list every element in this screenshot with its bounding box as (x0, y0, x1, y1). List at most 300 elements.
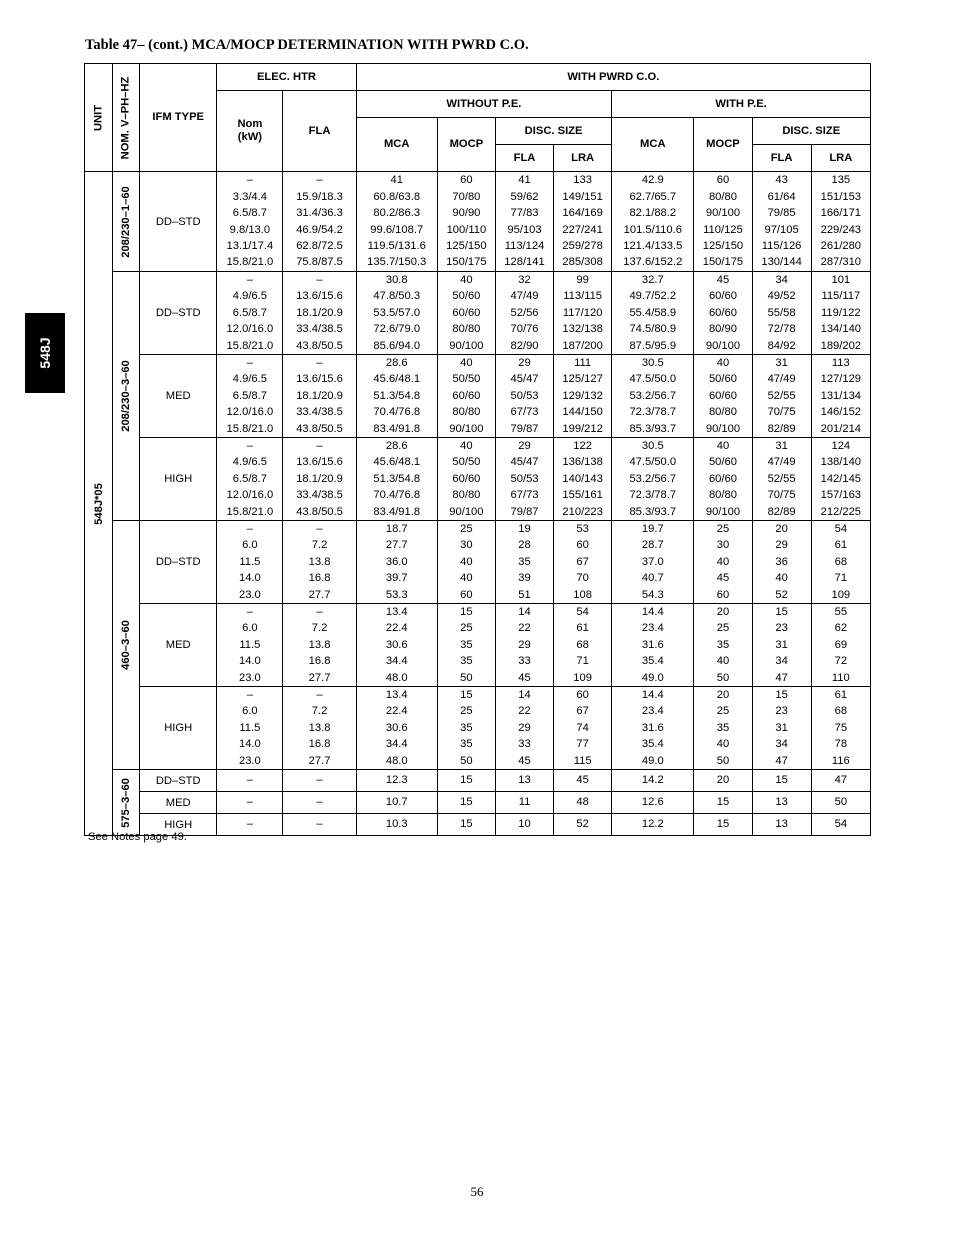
cell-value: – (246, 689, 253, 702)
cell-value: 80/80 (452, 489, 481, 502)
cell-value: 22 (518, 622, 531, 635)
disc-lra-header: LRA (554, 145, 612, 172)
mocp-with-pe-cell (694, 272, 752, 355)
cell-value: 210/223 (562, 505, 603, 518)
cell-value: 127/129 (820, 373, 862, 386)
htr-fla-cell (283, 604, 356, 687)
cell-value: – (246, 606, 253, 619)
cell-value: 12.0/16.0 (226, 323, 274, 336)
cell-value: 25 (460, 705, 473, 718)
cell-value: 55.4/58.9 (629, 306, 677, 319)
mca-with-pe-cell (612, 770, 694, 792)
mca-with-pe-cell (612, 521, 694, 604)
disc-lra-without-pe-cell (554, 792, 612, 814)
cell-value: 53.3 (385, 588, 408, 601)
cell-value: 61 (576, 622, 589, 635)
cell-value: 14.4 (641, 689, 664, 702)
cell-value: 60/60 (708, 306, 737, 319)
disc-lra-without-pe-cell (554, 814, 612, 836)
cell-value: 60 (460, 588, 473, 601)
cell-value: 33.4/38.5 (296, 489, 343, 502)
cell-value: 62.7/65.7 (629, 190, 677, 203)
cell-value: 15 (775, 606, 788, 619)
cell-value: 4.9/6.5 (232, 456, 267, 469)
cell-value: 131/134 (820, 389, 862, 402)
table-row (85, 272, 871, 355)
cell-value: 80/80 (452, 323, 481, 336)
nom-kw-header: Nom (kW) (217, 91, 283, 172)
cell-value: 285/308 (562, 256, 603, 269)
cell-value: 6.5/8.7 (232, 389, 267, 402)
cell-value: 18.1/20.9 (296, 306, 343, 319)
mocp-without-pe-cell (437, 792, 495, 814)
cell-value: 70/76 (510, 323, 539, 336)
mca-with-pe-cell (612, 604, 694, 687)
cell-value: 90/100 (449, 339, 484, 352)
mca-without-pe-cell (356, 770, 437, 792)
cell-value: – (316, 606, 323, 619)
cell-value: 34.4 (385, 738, 408, 751)
cell-value: 68 (576, 638, 589, 651)
cell-value: – (316, 818, 323, 831)
cell-value: 60 (460, 174, 473, 187)
cell-value: 31.4/36.3 (296, 207, 343, 220)
cell-value: 50/60 (708, 456, 737, 469)
cell-value: 14.0 (238, 738, 261, 751)
cell-value: 29 (518, 357, 531, 370)
cell-value: 35 (460, 721, 473, 734)
cell-value: 11.5 (239, 638, 261, 651)
cell-value: – (246, 523, 253, 536)
htr-fla-cell (283, 438, 356, 521)
cell-value: 121.4/133.5 (623, 239, 683, 252)
cell-value: 13.4 (385, 689, 408, 702)
cell-value: 150/175 (702, 256, 744, 269)
cell-value: 7.2 (311, 705, 328, 718)
cell-value: 50/53 (510, 389, 539, 402)
cell-value: 23 (775, 622, 788, 635)
cell-value: 125/127 (562, 373, 603, 386)
mocp-with-pe-cell (694, 172, 752, 272)
cell-value: 13.4 (385, 606, 408, 619)
ifm-type-cell: MED (140, 604, 217, 687)
cell-value: 164/169 (562, 207, 603, 220)
cell-value: 99.6/108.7 (370, 223, 424, 236)
cell-value: 30.8 (385, 274, 408, 287)
cell-value: 90/90 (452, 207, 481, 220)
disc-fla-without-pe-cell (495, 272, 553, 355)
cell-value: 25 (716, 622, 730, 635)
cell-value: 6.5/8.7 (232, 306, 267, 319)
cell-value: 31 (775, 638, 788, 651)
unit-header: UNIT (85, 64, 113, 172)
mca-mocp-table (84, 63, 871, 836)
cell-value: – (246, 440, 253, 453)
cell-value: 199/212 (562, 422, 603, 435)
cell-value: 10.3 (385, 818, 408, 831)
cell-value: 55 (834, 606, 848, 619)
cell-value: 79/87 (510, 422, 539, 435)
cell-value: 7.2 (311, 622, 328, 635)
cell-value: 74.5/80.9 (629, 323, 677, 336)
htr-fla-cell (283, 792, 356, 814)
cell-value: 12.2 (641, 818, 664, 831)
cell-value: 13 (775, 796, 788, 809)
cell-value: 3.3/4.4 (232, 190, 267, 203)
ifm-type-header: IFM TYPE (140, 64, 217, 172)
cell-value: 122 (573, 440, 592, 453)
cell-value: 52 (775, 588, 788, 601)
cell-value: 31 (775, 440, 788, 453)
cell-value: 189/202 (820, 339, 862, 352)
nom-kw-cell (217, 604, 283, 687)
without-pe-header: WITHOUT P.E. (356, 91, 612, 118)
cell-value: 90/100 (449, 505, 484, 518)
cell-value: 34 (775, 274, 788, 287)
cell-value: 47.5/50.0 (629, 456, 677, 469)
cell-value: 68 (834, 705, 848, 718)
cell-value: 130/144 (761, 256, 802, 269)
mca-with-pe-cell (612, 792, 694, 814)
cell-value: 113/124 (504, 239, 545, 252)
cell-value: 80/90 (708, 323, 737, 336)
cell-value: 83.4/91.8 (373, 422, 421, 435)
cell-value: 229/243 (820, 223, 862, 236)
disc-lra-with-pe-cell (811, 604, 870, 687)
mca-header: MCA (356, 118, 437, 172)
mocp-with-pe-cell (694, 604, 752, 687)
mocp-with-pe-cell (694, 770, 752, 792)
cell-value: 20 (716, 689, 730, 702)
cell-value: 35 (518, 555, 531, 568)
cell-value: 13 (518, 774, 531, 787)
cell-value: 4.9/6.5 (232, 373, 267, 386)
ifm-type-cell: DD–STD (140, 770, 217, 792)
disc-size-header: DISC. SIZE (752, 118, 870, 145)
cell-value: 60 (716, 588, 730, 601)
cell-value: 50/60 (452, 290, 481, 303)
cell-value: 40 (460, 555, 473, 568)
cell-value: 68 (834, 555, 848, 568)
cell-value: 15.8/21.0 (226, 422, 274, 435)
table-row (85, 687, 871, 770)
ifm-type-cell: DD–STD (140, 172, 217, 272)
table-row (85, 814, 871, 836)
cell-value: 117/120 (562, 306, 603, 319)
cell-value: 42.9 (641, 174, 664, 187)
cell-value: 72.3/78.7 (629, 489, 677, 502)
cell-value: – (246, 357, 253, 370)
cell-value: 22.4 (385, 622, 408, 635)
cell-value: 27.7 (308, 671, 331, 684)
cell-value: 75.8/87.5 (296, 256, 343, 269)
cell-value: 119/122 (821, 306, 861, 319)
cell-value: 54 (834, 523, 848, 536)
cell-value: 134/140 (820, 323, 862, 336)
table-row (85, 172, 871, 272)
cell-value: 43 (775, 174, 788, 187)
table-row (85, 770, 871, 792)
cell-value: 54 (834, 818, 848, 831)
cell-value: 79/87 (510, 505, 539, 518)
nom-kw-cell (217, 792, 283, 814)
mca-without-pe-cell (356, 792, 437, 814)
cell-value: – (316, 689, 323, 702)
cell-value: 125/150 (446, 239, 487, 252)
cell-value: 187/200 (562, 339, 603, 352)
cell-value: 23.0 (238, 588, 261, 601)
cell-value: 48.0 (385, 754, 408, 767)
cell-value: 45/47 (510, 373, 539, 386)
mca-with-pe-cell (612, 438, 694, 521)
with-pwrd-header: WITH PWRD C.O. (356, 64, 870, 91)
cell-value: 13.8 (308, 721, 331, 734)
table-row (85, 438, 871, 521)
cell-value: 35 (716, 721, 730, 734)
cell-value: 142/145 (820, 472, 862, 485)
disc-fla-without-pe-cell (495, 814, 553, 836)
cell-value: 101 (831, 274, 851, 287)
cell-value: 7.2 (311, 539, 328, 552)
cell-value: 82/90 (510, 339, 539, 352)
disc-fla-without-pe-cell (495, 438, 553, 521)
cell-value: 20 (775, 523, 788, 536)
cell-value: 116 (831, 754, 850, 767)
mocp-without-pe-cell (437, 438, 495, 521)
cell-value: 14.4 (641, 606, 664, 619)
cell-value: 50/53 (510, 472, 539, 485)
cell-value: 212/225 (820, 505, 862, 518)
cell-value: 115 (573, 754, 592, 767)
cell-value: 128/141 (504, 256, 545, 269)
disc-lra-without-pe-cell (554, 355, 612, 438)
cell-value: 35 (716, 638, 730, 651)
cell-value: 23.0 (238, 754, 261, 767)
cell-value: 60.8/63.8 (373, 190, 421, 203)
ifm-type-cell: MED (140, 792, 217, 814)
cell-value: 31 (775, 721, 788, 734)
cell-value: 90/100 (705, 207, 741, 220)
cell-value: – (316, 357, 323, 370)
disc-lra-without-pe-cell (554, 521, 612, 604)
cell-value: 41 (518, 174, 531, 187)
cell-value: 12.0/16.0 (226, 489, 274, 502)
cell-value: 31 (775, 357, 788, 370)
cell-value: 49.0 (641, 671, 664, 684)
voltage-cell: 575–3–60 (113, 770, 140, 836)
cell-value: 129/132 (562, 389, 603, 402)
cell-value: 135 (831, 174, 851, 187)
cell-value: 45 (716, 274, 730, 287)
mca-without-pe-cell (356, 814, 437, 836)
cell-value: 109 (573, 671, 592, 684)
cell-value: 75 (834, 721, 848, 734)
cell-value: 50 (716, 671, 730, 684)
disc-fla-with-pe-cell (752, 272, 811, 355)
disc-lra-without-pe-cell (554, 172, 612, 272)
cell-value: 46.9/54.2 (296, 223, 343, 236)
mca-with-pe-cell (612, 172, 694, 272)
cell-value: 15 (716, 796, 730, 809)
cell-value: 15 (716, 818, 730, 831)
cell-value: 54 (576, 606, 589, 619)
cell-value: 151/153 (820, 190, 862, 203)
nom-kw-cell (217, 770, 283, 792)
cell-value: 20 (716, 606, 730, 619)
cell-value: 15 (460, 689, 473, 702)
cell-value: 47 (775, 754, 788, 767)
cell-value: 11.5 (239, 721, 261, 734)
cell-value: 82.1/88.2 (629, 207, 677, 220)
cell-value: 69 (834, 638, 848, 651)
voltage-cell: 208/230–3–60 (113, 272, 140, 521)
mca-without-pe-cell (356, 172, 437, 272)
cell-value: 4.9/6.5 (232, 290, 267, 303)
cell-value: 48 (576, 796, 589, 809)
cell-value: 60 (576, 689, 589, 702)
cell-value: 125/150 (702, 239, 744, 252)
mocp-without-pe-cell (437, 172, 495, 272)
htr-fla-cell (283, 687, 356, 770)
cell-value: 80/80 (708, 190, 737, 203)
cell-value: 60 (576, 539, 589, 552)
disc-fla-without-pe-cell (495, 521, 553, 604)
cell-value: 100/110 (446, 223, 487, 236)
cell-value: 45 (716, 572, 730, 585)
table-row (85, 604, 871, 687)
mca-with-pe-cell (612, 814, 694, 836)
cell-value: 60 (716, 174, 730, 187)
cell-value: 40 (460, 274, 473, 287)
htr-fla-cell (283, 521, 356, 604)
cell-value: 40 (716, 655, 730, 668)
cell-value: 34 (775, 738, 788, 751)
cell-value: 70.4/76.8 (373, 406, 421, 419)
mocp-header: MOCP (437, 118, 495, 172)
cell-value: 40 (716, 357, 730, 370)
cell-value: 16.8 (308, 572, 331, 585)
cell-value: 6.0 (242, 622, 258, 635)
disc-lra-with-pe-cell (811, 438, 870, 521)
mca-without-pe-cell (356, 604, 437, 687)
cell-value: 82/89 (767, 505, 796, 518)
cell-value: 15 (460, 606, 473, 619)
cell-value: 48.0 (385, 671, 408, 684)
cell-value: 36.0 (385, 555, 408, 568)
cell-value: 49.0 (641, 754, 664, 767)
cell-value: 77/83 (510, 207, 539, 220)
cell-value: 85.6/94.0 (373, 339, 421, 352)
disc-lra-without-pe-cell (554, 687, 612, 770)
cell-value: 13.6/15.6 (296, 373, 343, 386)
cell-value: 72 (834, 655, 848, 668)
disc-fla-without-pe-cell (495, 172, 553, 272)
mca-with-pe-cell (612, 687, 694, 770)
voltage-cell: 208/230–1–60 (113, 172, 140, 272)
disc-fla-with-pe-cell (752, 814, 811, 836)
cell-value: 6.5/8.7 (232, 472, 267, 485)
cell-value: 25 (716, 523, 730, 536)
cell-value: 25 (460, 523, 473, 536)
cell-value: 12.0/16.0 (226, 406, 274, 419)
disc-fla-without-pe-cell (495, 792, 553, 814)
ifm-type-cell: HIGH (140, 438, 217, 521)
cell-value: 111 (574, 357, 592, 370)
mca-without-pe-cell (356, 438, 437, 521)
disc-lra-with-pe-cell (811, 172, 870, 272)
cell-value: – (246, 274, 253, 287)
mca-with-pe-cell (612, 355, 694, 438)
cell-value: 136/138 (562, 456, 603, 469)
cell-value: 40 (716, 440, 730, 453)
cell-value: 51.3/54.8 (373, 472, 421, 485)
cell-value: 70 (576, 572, 589, 585)
mocp-with-pe-cell (694, 355, 752, 438)
ifm-type-cell: HIGH (140, 687, 217, 770)
disc-fla-without-pe-cell (495, 687, 553, 770)
cell-value: – (316, 440, 323, 453)
cell-value: 20 (716, 774, 730, 787)
cell-value: 50 (834, 796, 848, 809)
cell-value: 149/151 (562, 190, 603, 203)
cell-value: 67 (576, 705, 589, 718)
cell-value: 60/60 (452, 472, 481, 485)
cell-value: 113 (831, 357, 850, 370)
cell-value: 79/85 (767, 207, 796, 220)
cell-value: 39 (518, 572, 531, 585)
cell-value: 50/60 (708, 373, 737, 386)
cell-value: 35 (460, 738, 473, 751)
cell-value: 101.5/110.6 (623, 223, 682, 236)
cell-value: 74 (576, 721, 589, 734)
cell-value: 62.8/72.5 (296, 239, 343, 252)
mocp-with-pe-cell (694, 814, 752, 836)
mca-header: MCA (612, 118, 694, 172)
cell-value: 138/140 (820, 456, 862, 469)
disc-fla-with-pe-cell (752, 355, 811, 438)
cell-value: 32 (518, 274, 531, 287)
mca-with-pe-cell (612, 272, 694, 355)
nom-kw-cell (217, 814, 283, 836)
cell-value: 146/152 (820, 406, 862, 419)
cell-value: 87.5/95.9 (629, 339, 677, 352)
cell-value: 150/175 (446, 256, 487, 269)
cell-value: 9.8/13.0 (229, 223, 271, 236)
nom-kw-cell (217, 521, 283, 604)
cell-value: 70/75 (767, 406, 796, 419)
cell-value: 140/143 (562, 472, 603, 485)
cell-value: 60/60 (708, 290, 737, 303)
mocp-without-pe-cell (437, 814, 495, 836)
disc-lra-with-pe-cell (811, 272, 870, 355)
disc-lra-header: LRA (811, 145, 870, 172)
cell-value: 11 (518, 796, 531, 809)
cell-value: 30 (716, 539, 730, 552)
nom-kw-cell (217, 272, 283, 355)
section-tab (25, 313, 65, 393)
disc-fla-without-pe-cell (495, 355, 553, 438)
cell-value: 32.7 (641, 274, 664, 287)
cell-value: 39.7 (385, 572, 408, 585)
cell-value: 35 (460, 655, 473, 668)
elec-htr-header: ELEC. HTR (217, 64, 356, 91)
mocp-header: MOCP (694, 118, 752, 172)
cell-value: 15 (775, 774, 788, 787)
notes-reference: See Notes page 49. (88, 831, 187, 843)
cell-value: – (246, 796, 253, 809)
mca-without-pe-cell (356, 687, 437, 770)
cell-value: 67/73 (510, 406, 539, 419)
